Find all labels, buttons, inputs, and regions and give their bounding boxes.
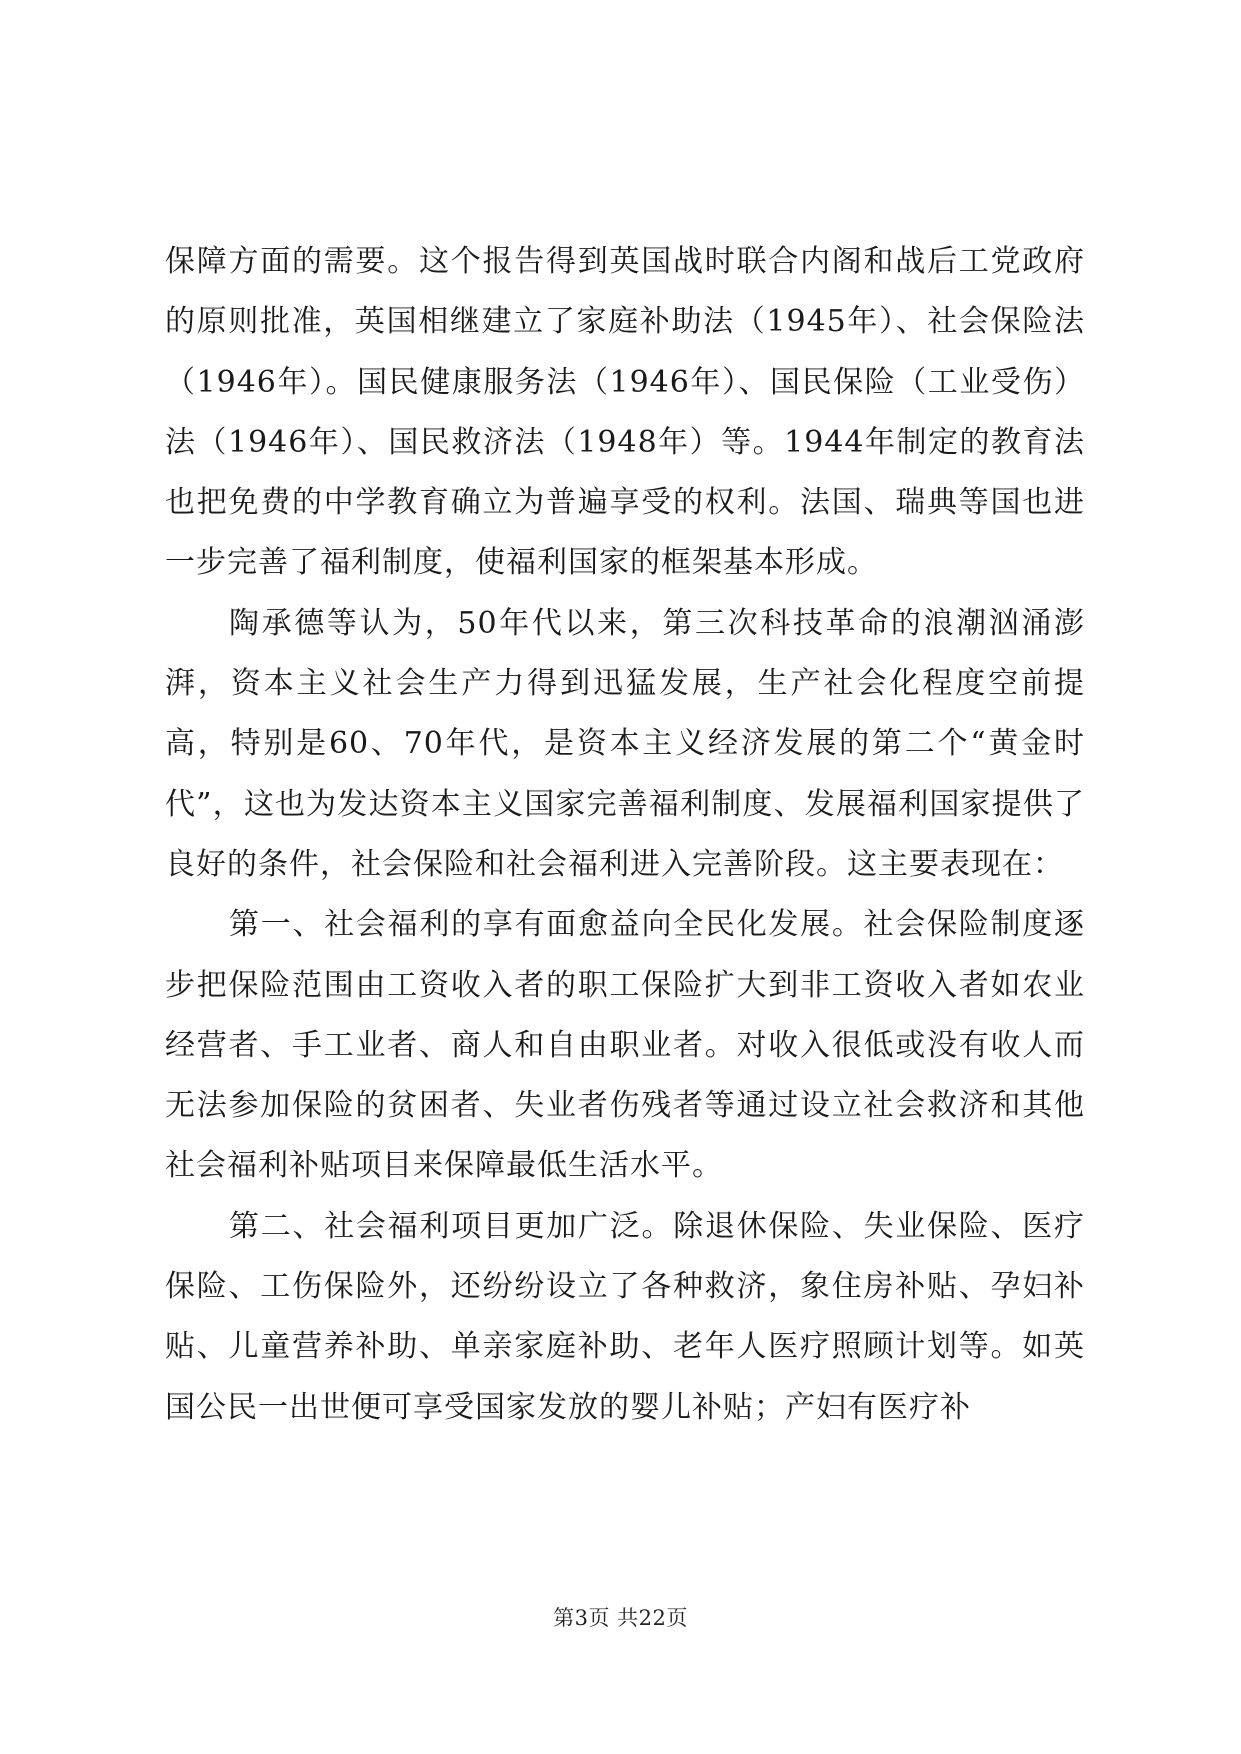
paragraph-3: 第一、社会福利的享有面愈益向全民化发展。社会保险制度逐步把保险范围由工资收入者的职工保险扩大到非工资收入者如农业经营者、手工业者、商人和自由职业者。对收入很低或没有收人而无法参加保险的贫困者、失业者伤残者等通过设立社会救济和其他社会福利补贴项目来保障最低生活水平。 [165,907,1085,1184]
page-footer [0,1603,1241,1633]
paragraph-2: 陶承德等认为，50年代以来，第三次科技革命的浪潮汹涌澎湃，资本主义社会生产力得到迅猛发展，生产社会化程度空前提高，特别是60、70年代，是资本主义经济发展的第二个“黄金时代”，这也为发达资本主义国家完善福利制度、发展福利国家提供了良好的条件，社会保险和社会福利进入完善阶段。这主要表现在： [165,605,1085,882]
page-number-label: 第3页 共22页 [553,1606,688,1630]
paragraph-4: 第二、社会福利项目更加广泛。除退休保险、失业保险、医疗保险、工伤保险外，还纷纷设立了各种救济，象住房补贴、孕妇补贴、儿童营养补助、单亲家庭补助、老年人医疗照顾计划等。如英国公民一出世便可享受国家发放的婴儿补贴；产妇有医疗补 [165,1208,1085,1425]
paragraph-1: 保障方面的需要。这个报告得到英国战时联合内阁和战后工党政府的原则批准，英国相继建立了家庭补助法（1945年）、社会保险法（1946年）。国民健康服务法（1946年）、国民保险（工业受伤）法（1946年）、国民救济法（1948年）等。1944年制定的教育法也把免费的中学教育确立为普遍享受的权利。法国、瑞典等国也进一步完善了福利制度，使福利国家的框架基本形成。 [165,244,1085,581]
document-body [165,232,1085,1438]
